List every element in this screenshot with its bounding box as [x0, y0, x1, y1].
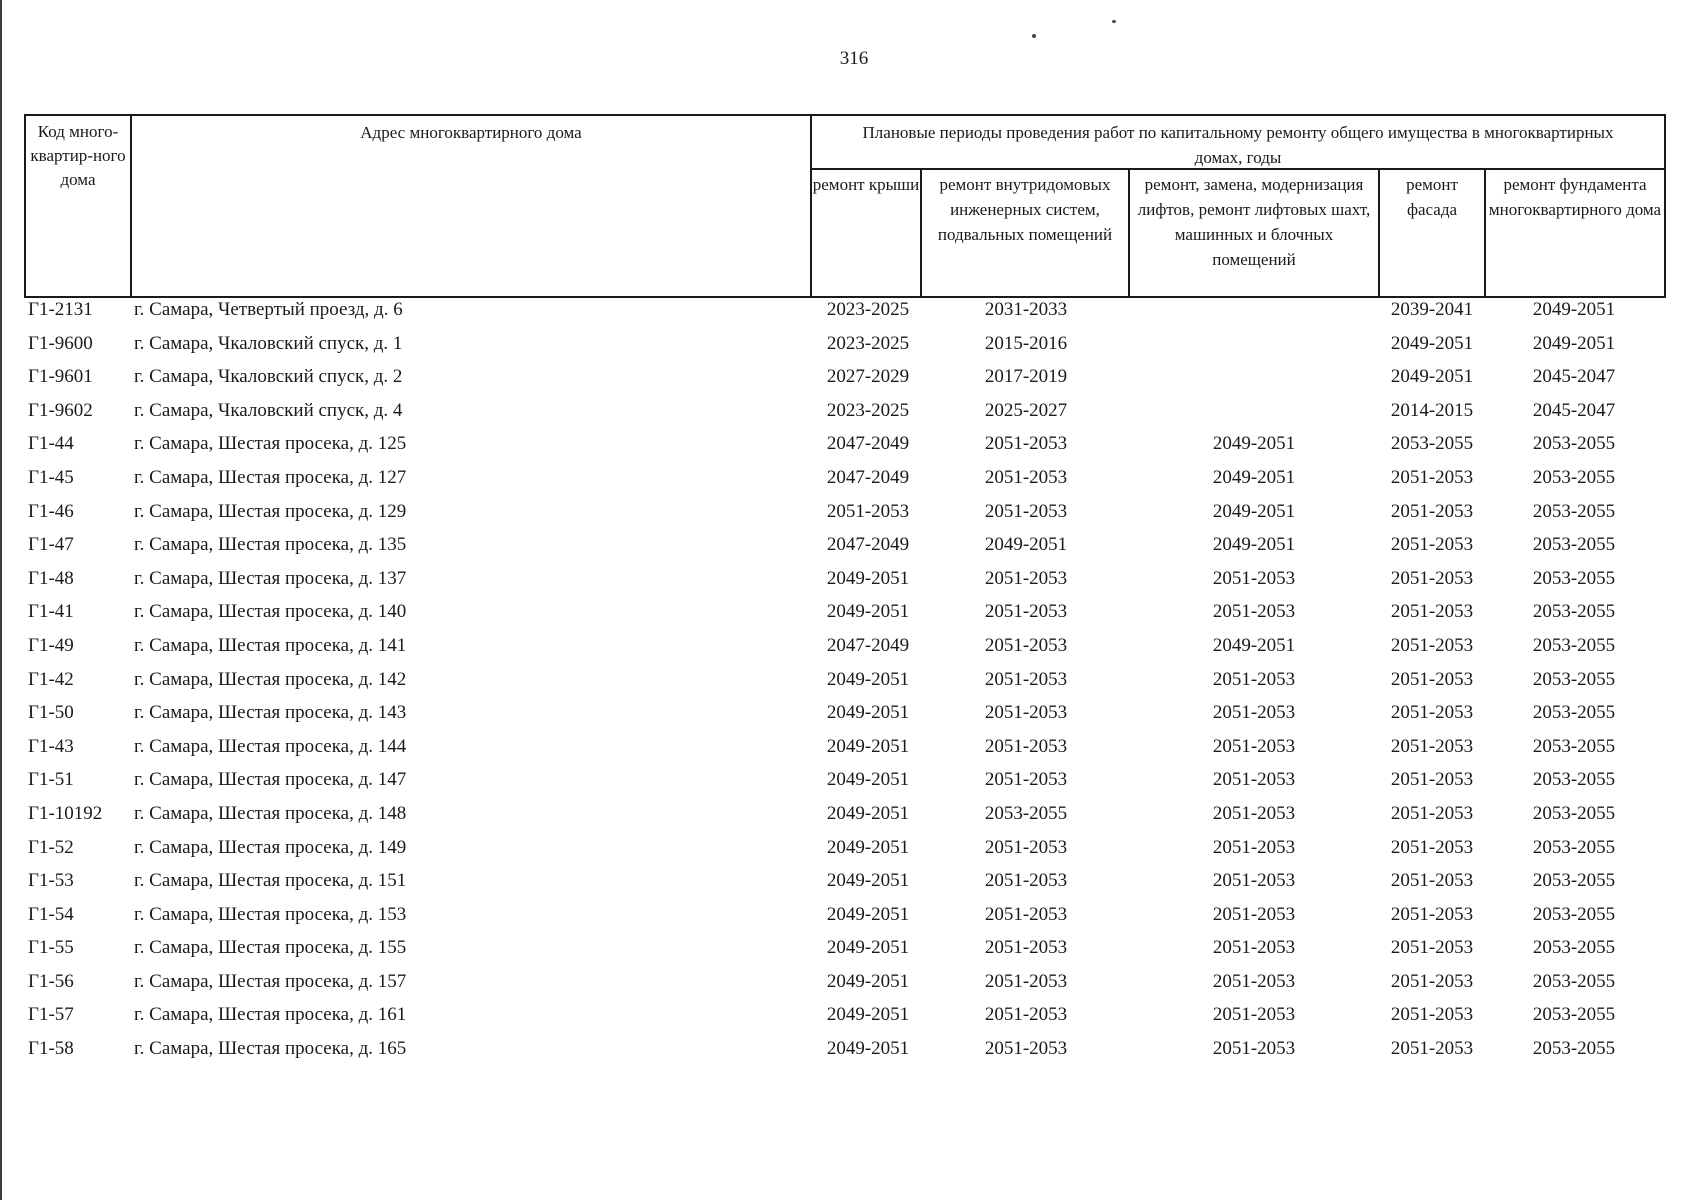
cell-facade: 2051-2053: [1390, 500, 1474, 522]
cell-foundation: 2053-2055: [1532, 500, 1616, 522]
cell-address: г. Самара, Шестая просека, д. 127: [134, 466, 407, 488]
header-engineering: [920, 168, 1130, 298]
cell-foundation: 2053-2055: [1532, 634, 1616, 656]
header-code: [24, 114, 132, 298]
scan-speck: [1112, 20, 1116, 23]
cell-address: г. Самара, Шестая просека, д. 143: [134, 702, 407, 724]
cell-address: г. Самара, Шестая просека, д. 148: [134, 802, 407, 824]
cell-foundation: 2053-2055: [1532, 534, 1616, 556]
table-row: [0, 565, 1708, 599]
cell-code: Г1-57: [28, 1004, 74, 1026]
cell-elevators: 2051-2053: [1212, 1038, 1296, 1060]
cell-address: г. Самара, Чкаловский спуск, д. 1: [134, 332, 403, 354]
cell-roof: 2049-2051: [826, 567, 910, 589]
table-row: [0, 934, 1708, 968]
cell-foundation: 2045-2047: [1532, 366, 1616, 388]
cell-facade: 2039-2041: [1390, 299, 1474, 320]
cell-engineering: 2051-2053: [984, 1004, 1068, 1026]
cell-facade: 2051-2053: [1390, 668, 1474, 690]
table-row: [0, 766, 1708, 800]
cell-engineering: 2051-2053: [984, 634, 1068, 656]
cell-facade: 2051-2053: [1390, 836, 1474, 858]
cell-roof: 2023-2025: [826, 399, 910, 421]
header-roof-text: ремонт крыши: [812, 175, 920, 194]
cell-facade: 2014-2015: [1390, 399, 1474, 421]
cell-engineering: 2031-2033: [984, 299, 1068, 320]
table-row: [0, 867, 1708, 901]
cell-roof: 2049-2051: [826, 970, 910, 992]
cell-address: г. Самара, Шестая просека, д. 165: [134, 1038, 407, 1060]
cell-code: Г1-48: [28, 567, 74, 589]
cell-address: г. Самара, Шестая просека, д. 141: [134, 634, 407, 656]
header-elevators-text: ремонт, замена, модернизация лифтов, ремонт лифтовых шахт, машинных и блочных помещений: [1137, 175, 1371, 269]
cell-address: г. Самара, Шестая просека, д. 157: [134, 970, 407, 992]
table-row: [0, 531, 1708, 565]
cell-address: г. Самара, Четвертый проезд, д. 6: [134, 299, 403, 320]
cell-elevators: 2049-2051: [1212, 500, 1296, 522]
cell-elevators: 2051-2053: [1212, 668, 1296, 690]
cell-engineering: 2015-2016: [984, 332, 1068, 354]
table-row: [0, 430, 1708, 464]
cell-elevators: 2051-2053: [1212, 735, 1296, 757]
cell-address: г. Самара, Шестая просека, д. 155: [134, 937, 407, 959]
header-code-text: Код много-квартир-ного дома: [30, 122, 126, 189]
cell-foundation: 2049-2051: [1532, 299, 1616, 320]
cell-code: Г1-55: [28, 937, 74, 959]
cell-facade: 2051-2053: [1390, 702, 1474, 724]
cell-code: Г1-45: [28, 466, 74, 488]
cell-facade: 2051-2053: [1390, 735, 1474, 757]
cell-address: г. Самара, Шестая просека, д. 129: [134, 500, 407, 522]
table-body: [0, 296, 1708, 1069]
cell-foundation: 2049-2051: [1532, 332, 1616, 354]
cell-facade: 2051-2053: [1390, 802, 1474, 824]
header-foundation: [1484, 168, 1666, 298]
cell-roof: 2047-2049: [826, 433, 910, 455]
cell-code: Г1-43: [28, 735, 74, 757]
cell-foundation: 2053-2055: [1532, 433, 1616, 455]
cell-roof: 2049-2051: [826, 836, 910, 858]
table-row: [0, 1001, 1708, 1035]
cell-foundation: 2053-2055: [1532, 1004, 1616, 1026]
cell-address: г. Самара, Шестая просека, д. 147: [134, 769, 407, 791]
table-row: [0, 834, 1708, 868]
cell-facade: 2051-2053: [1390, 466, 1474, 488]
cell-elevators: 2049-2051: [1212, 634, 1296, 656]
cell-elevators: 2051-2053: [1212, 769, 1296, 791]
cell-engineering: 2017-2019: [984, 366, 1068, 388]
cell-roof: 2047-2049: [826, 634, 910, 656]
cell-address: г. Самара, Шестая просека, д. 144: [134, 735, 407, 757]
cell-engineering: 2051-2053: [984, 937, 1068, 959]
cell-roof: 2027-2029: [826, 366, 910, 388]
cell-code: Г1-56: [28, 970, 74, 992]
cell-roof: 2051-2053: [826, 500, 910, 522]
cell-engineering: 2051-2053: [984, 668, 1068, 690]
cell-elevators: 2049-2051: [1212, 433, 1296, 455]
cell-engineering: 2051-2053: [984, 870, 1068, 892]
cell-code: Г1-41: [28, 601, 74, 623]
cell-facade: 2051-2053: [1390, 970, 1474, 992]
cell-elevators: 2051-2053: [1212, 937, 1296, 959]
cell-facade: 2051-2053: [1390, 769, 1474, 791]
cell-elevators: 2051-2053: [1212, 802, 1296, 824]
cell-address: г. Самара, Шестая просека, д. 137: [134, 567, 407, 589]
cell-address: г. Самара, Шестая просека, д. 135: [134, 534, 407, 556]
cell-foundation: 2053-2055: [1532, 466, 1616, 488]
header-address-text: Адрес многоквартирного дома: [360, 123, 582, 142]
cell-code: Г1-2131: [28, 299, 93, 320]
cell-address: г. Самара, Шестая просека, д. 149: [134, 836, 407, 858]
cell-code: Г1-53: [28, 870, 74, 892]
cell-facade: 2049-2051: [1390, 332, 1474, 354]
cell-roof: 2049-2051: [826, 1038, 910, 1060]
cell-roof: 2049-2051: [826, 735, 910, 757]
table-row: [0, 598, 1708, 632]
cell-roof: 2023-2025: [826, 332, 910, 354]
cell-engineering: 2051-2053: [984, 601, 1068, 623]
cell-foundation: 2053-2055: [1532, 903, 1616, 925]
cell-roof: 2047-2049: [826, 466, 910, 488]
cell-engineering: 2051-2053: [984, 903, 1068, 925]
cell-foundation: 2053-2055: [1532, 735, 1616, 757]
table-row: [0, 666, 1708, 700]
cell-facade: 2053-2055: [1390, 433, 1474, 455]
table-row: [0, 397, 1708, 431]
cell-code: Г1-10192: [28, 802, 103, 824]
cell-code: Г1-44: [28, 433, 74, 455]
cell-engineering: 2051-2053: [984, 500, 1068, 522]
header-periods-group: [810, 114, 1666, 170]
cell-engineering: 2051-2053: [984, 735, 1068, 757]
cell-code: Г1-47: [28, 534, 74, 556]
table-row: [0, 632, 1708, 666]
cell-code: Г1-58: [28, 1038, 74, 1060]
cell-elevators: 2051-2053: [1212, 1004, 1296, 1026]
cell-foundation: 2053-2055: [1532, 769, 1616, 791]
cell-code: Г1-52: [28, 836, 74, 858]
cell-code: Г1-54: [28, 903, 74, 925]
cell-facade: 2051-2053: [1390, 903, 1474, 925]
cell-address: г. Самара, Шестая просека, д. 151: [134, 870, 407, 892]
table-row: [0, 464, 1708, 498]
cell-elevators: 2051-2053: [1212, 601, 1296, 623]
cell-code: Г1-50: [28, 702, 74, 724]
header-elevators: [1128, 168, 1380, 298]
cell-code: Г1-49: [28, 634, 74, 656]
cell-foundation: 2053-2055: [1532, 567, 1616, 589]
cell-elevators: 2049-2051: [1212, 466, 1296, 488]
cell-foundation: 2053-2055: [1532, 970, 1616, 992]
cell-foundation: 2053-2055: [1532, 870, 1616, 892]
cell-roof: 2049-2051: [826, 769, 910, 791]
cell-engineering: 2051-2053: [984, 567, 1068, 589]
cell-engineering: 2051-2053: [984, 466, 1068, 488]
header-facade-text: ремонт фасада: [1406, 175, 1458, 219]
cell-address: г. Самара, Шестая просека, д. 140: [134, 601, 407, 623]
table-row: [0, 968, 1708, 1002]
cell-engineering: 2049-2051: [984, 534, 1068, 556]
cell-address: г. Самара, Чкаловский спуск, д. 2: [134, 366, 403, 388]
table-row: [0, 699, 1708, 733]
table-row: [0, 330, 1708, 364]
cell-engineering: 2053-2055: [984, 802, 1068, 824]
cell-elevators: 2051-2053: [1212, 903, 1296, 925]
cell-code: Г1-46: [28, 500, 74, 522]
cell-address: г. Самара, Шестая просека, д. 142: [134, 668, 407, 690]
cell-roof: 2047-2049: [826, 534, 910, 556]
cell-facade: 2051-2053: [1390, 601, 1474, 623]
cell-roof: 2049-2051: [826, 870, 910, 892]
cell-foundation: 2053-2055: [1532, 937, 1616, 959]
cell-address: г. Самара, Шестая просека, д. 161: [134, 1004, 407, 1026]
cell-engineering: 2051-2053: [984, 769, 1068, 791]
cell-facade: 2051-2053: [1390, 870, 1474, 892]
page-number: 316: [839, 48, 869, 69]
cell-engineering: 2051-2053: [984, 702, 1068, 724]
cell-code: Г1-9601: [28, 366, 93, 388]
cell-code: Г1-51: [28, 769, 74, 791]
cell-elevators: 2051-2053: [1212, 702, 1296, 724]
cell-roof: 2049-2051: [826, 601, 910, 623]
cell-address: г. Самара, Шестая просека, д. 125: [134, 433, 407, 455]
header-engineering-text: ремонт внутридомовых инженерных систем, подвальных помещений: [937, 175, 1113, 244]
table-row: [0, 1035, 1708, 1069]
cell-facade: 2051-2053: [1390, 634, 1474, 656]
cell-elevators: 2051-2053: [1212, 836, 1296, 858]
cell-roof: 2049-2051: [826, 702, 910, 724]
cell-roof: 2023-2025: [826, 299, 910, 320]
cell-engineering: 2025-2027: [984, 399, 1068, 421]
cell-foundation: 2053-2055: [1532, 802, 1616, 824]
cell-foundation: 2053-2055: [1532, 702, 1616, 724]
cell-elevators: 2049-2051: [1212, 534, 1296, 556]
cell-engineering: 2051-2053: [984, 433, 1068, 455]
cell-facade: 2051-2053: [1390, 937, 1474, 959]
cell-code: Г1-9600: [28, 332, 93, 354]
cell-facade: 2051-2053: [1390, 1038, 1474, 1060]
cell-roof: 2049-2051: [826, 903, 910, 925]
cell-code: Г1-42: [28, 668, 74, 690]
header-facade: [1378, 168, 1486, 298]
cell-facade: 2051-2053: [1390, 534, 1474, 556]
cell-elevators: 2051-2053: [1212, 970, 1296, 992]
header-roof: [810, 168, 922, 298]
cell-engineering: 2051-2053: [984, 970, 1068, 992]
cell-roof: 2049-2051: [826, 1004, 910, 1026]
cell-foundation: 2053-2055: [1532, 601, 1616, 623]
cell-engineering: 2051-2053: [984, 1038, 1068, 1060]
table-row: [0, 363, 1708, 397]
cell-facade: 2051-2053: [1390, 567, 1474, 589]
header-foundation-text: ремонт фундамента многоквартирного дома: [1488, 175, 1662, 219]
cell-address: г. Самара, Чкаловский спуск, д. 4: [134, 399, 403, 421]
cell-roof: 2049-2051: [826, 937, 910, 959]
table-row: [0, 733, 1708, 767]
cell-facade: 2049-2051: [1390, 366, 1474, 388]
cell-elevators: 2051-2053: [1212, 870, 1296, 892]
cell-roof: 2049-2051: [826, 802, 910, 824]
cell-foundation: 2053-2055: [1532, 1038, 1616, 1060]
table-row: [0, 296, 1708, 330]
scan-speck: [1032, 34, 1036, 38]
cell-foundation: 2045-2047: [1532, 399, 1616, 421]
cell-engineering: 2051-2053: [984, 836, 1068, 858]
header-address: [130, 114, 812, 298]
table-row: [0, 901, 1708, 935]
header-periods-group-text: Плановые периоды проведения работ по капитальному ремонту общего имущества в многоквартирных домах, годы: [862, 123, 1614, 167]
table-row: [0, 498, 1708, 532]
cell-foundation: 2053-2055: [1532, 836, 1616, 858]
cell-foundation: 2053-2055: [1532, 668, 1616, 690]
cell-facade: 2051-2053: [1390, 1004, 1474, 1026]
cell-code: Г1-9602: [28, 399, 93, 421]
cell-elevators: 2051-2053: [1212, 567, 1296, 589]
cell-address: г. Самара, Шестая просека, д. 153: [134, 903, 407, 925]
cell-roof: 2049-2051: [826, 668, 910, 690]
table-row: [0, 800, 1708, 834]
